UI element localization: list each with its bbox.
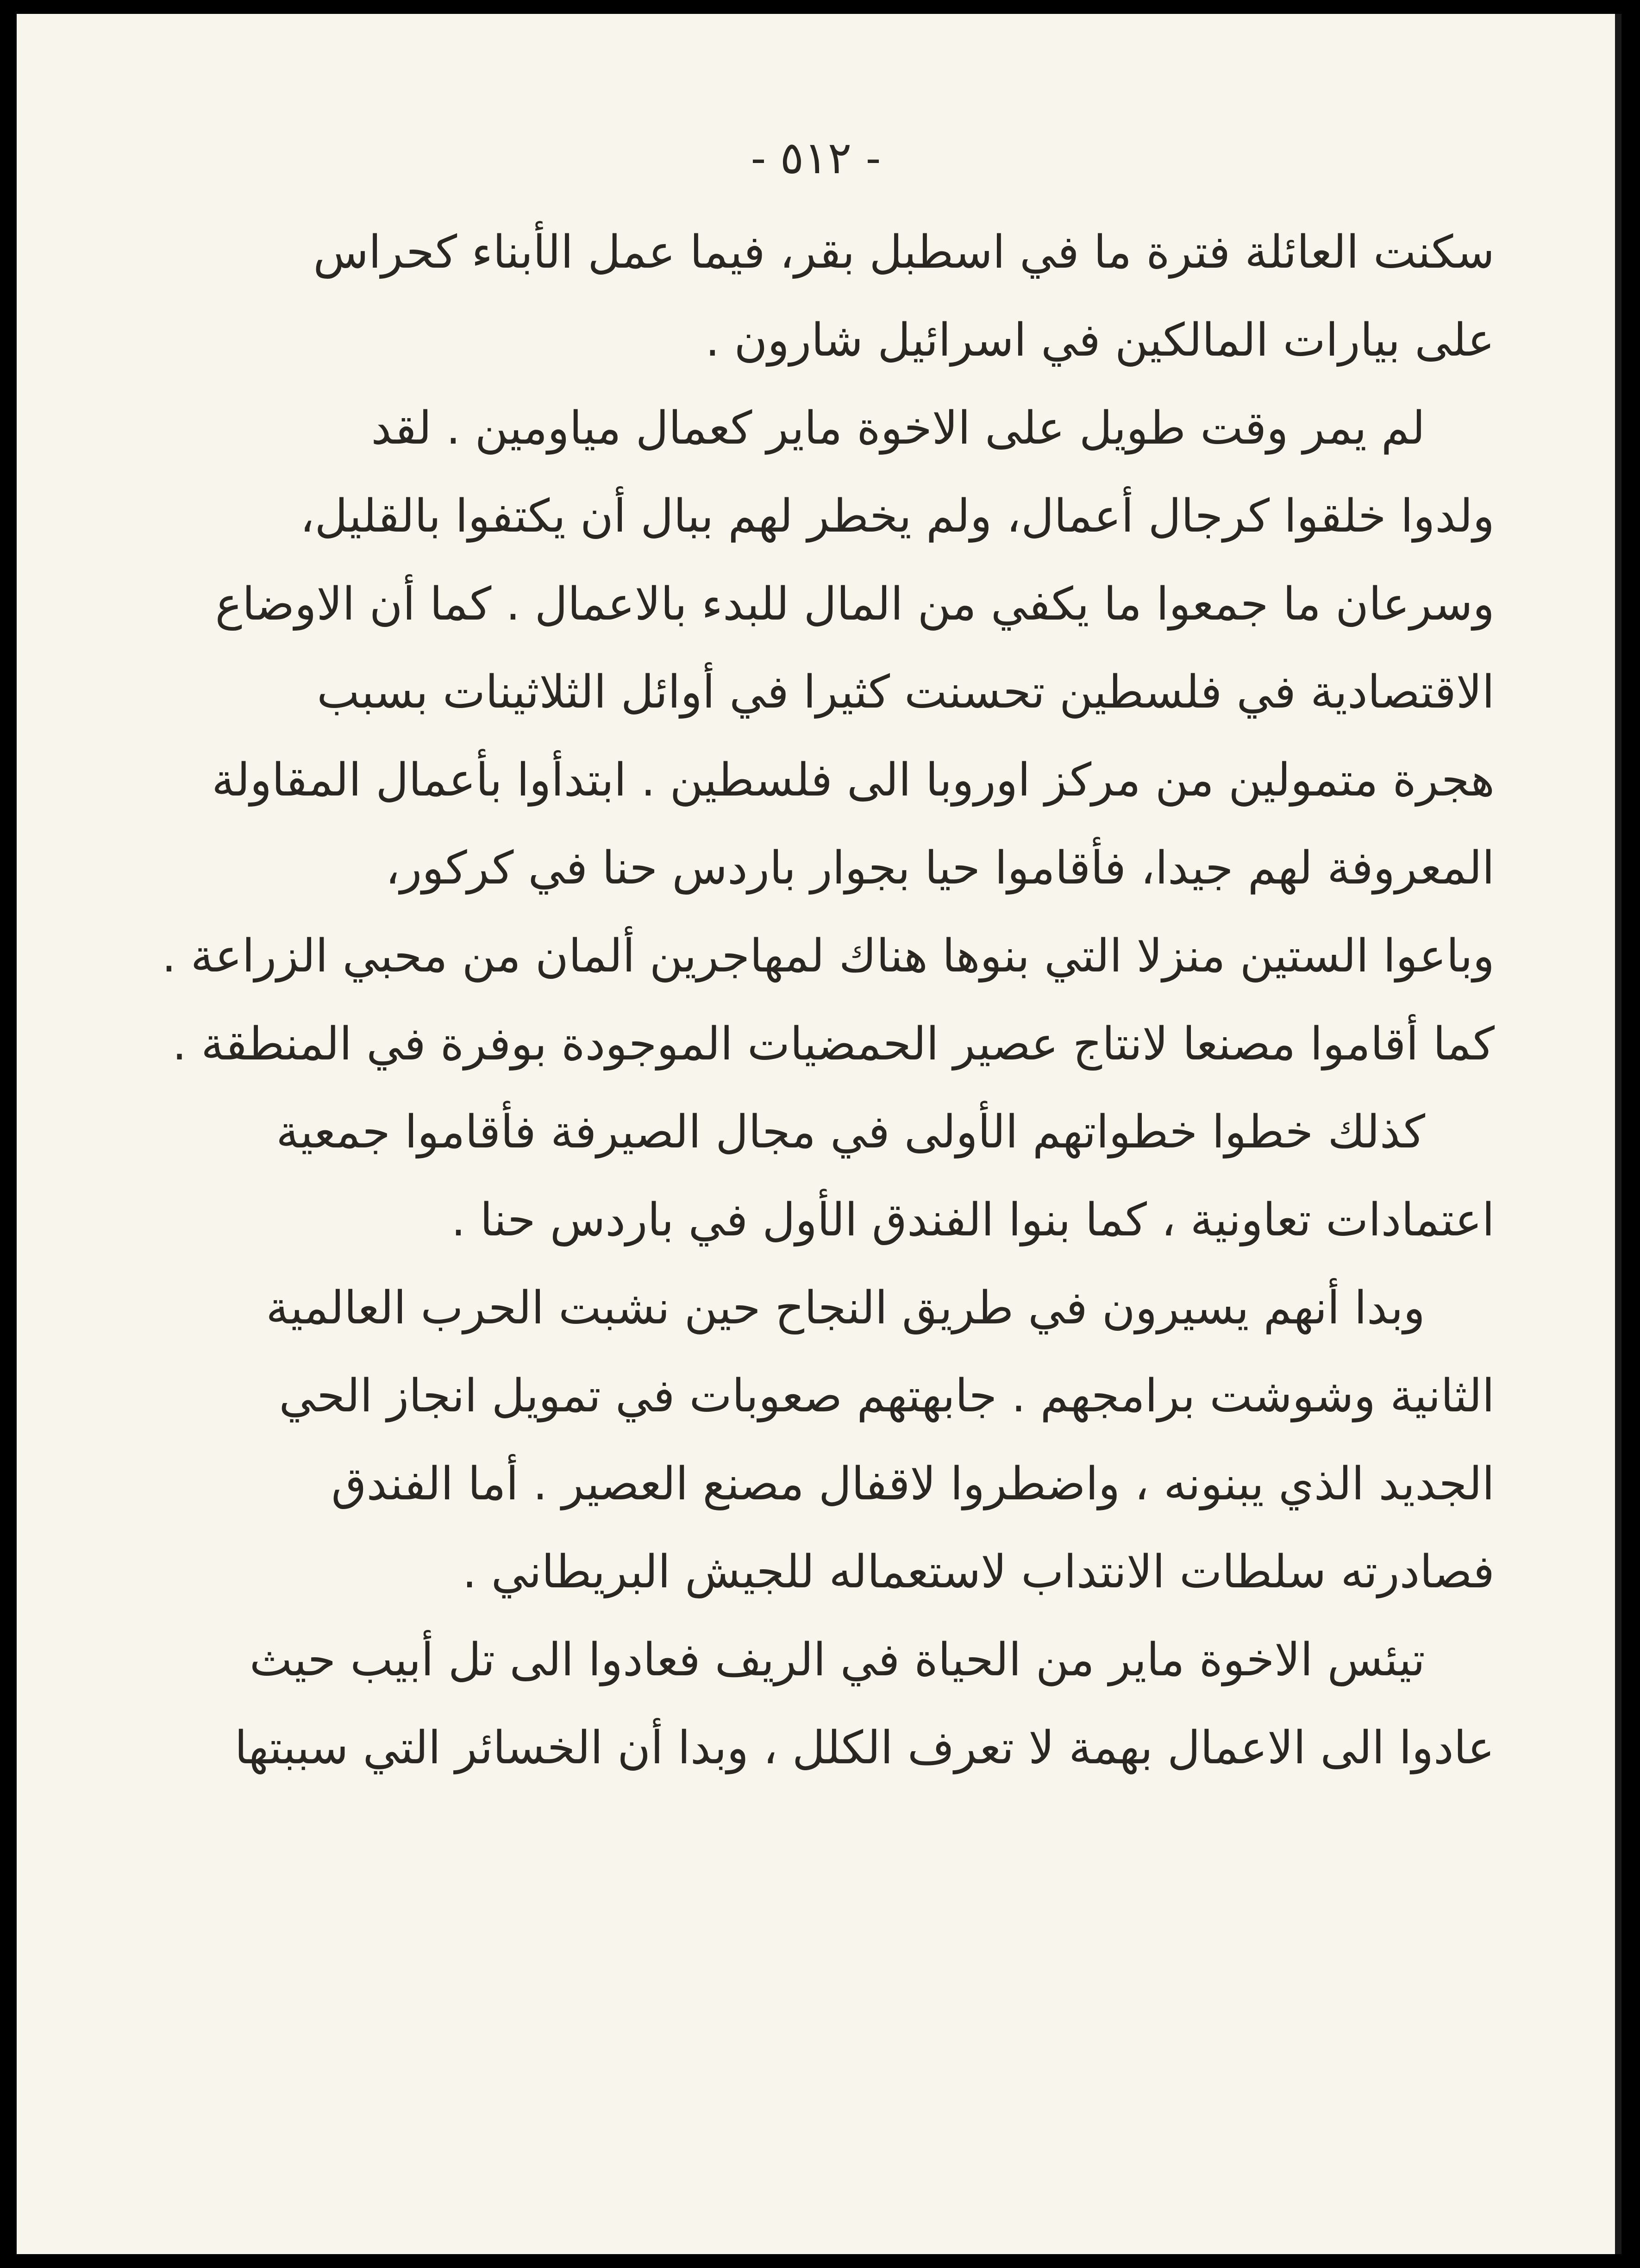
text-line: كما أقاموا مصنعا لانتاج عصير الحمضيات الموجودة بوفرة في المنطقة . [172, 1018, 1495, 1071]
text-line: على بيارات المالكين في اسرائيل شارون . [705, 314, 1495, 367]
text-line: وسرعان ما جمعوا ما يكفي من المال للبدء بالاعمال . كما أن الاوضاع [215, 578, 1495, 631]
text-line: الاقتصادية في فلسطين تحسنت كثيرا في أوائل الثلاثينات بسبب [317, 666, 1495, 719]
text-line: ولدوا خلقوا كرجال أعمال، ولم يخطر لهم ببال أن يكتفوا بالقليل، [300, 490, 1495, 543]
text-line: تيئس الاخوة ماير من الحياة في الريف فعادوا الى تل أبيب حيث [249, 1634, 1425, 1686]
text-line: هجرة متمولين من مركز اوروبا الى فلسطين . ابتدأوا بأعمال المقاولة [212, 754, 1495, 807]
text-line: سكنت العائلة فترة ما في اسطبل بقر، فيما عمل الأبناء كحراس [313, 226, 1495, 279]
handwritten-text-block [132, 208, 1495, 1792]
text-line: الثانية وشوشت برامجهم . جابهتهم صعوبات في تمويل انجاز الحي [279, 1370, 1495, 1422]
text-line: وبدا أنهم يسيرون في طريق النجاح حين نشبت الحرب العالمية [266, 1282, 1425, 1334]
document-page [17, 14, 1621, 2254]
text-line: الجديد الذي يبنونه ، واضطروا لاقفال مصنع العصير . أما الفندق [331, 1458, 1495, 1510]
text-line: وباعوا الستين منزلا التي بنوها هناك لمهاجرين ألمان من محبي الزراعة . [162, 930, 1495, 983]
text-line: لم يمر وقت طويل على الاخوة ماير كعمال مياومين . لقد [371, 402, 1425, 455]
text-line: فصادرته سلطات الانتداب لاستعماله للجيش البريطاني . [462, 1546, 1495, 1598]
text-line: كذلك خطوا خطواتهم الأولى في مجال الصيرفة فأقاموا جمعية [276, 1106, 1425, 1159]
text-line: المعروفة لهم جيدا، فأقاموا حيا بجوار باردس حنا في كركور، [385, 842, 1495, 895]
page-number: - ٥١٢ - [751, 132, 881, 184]
text-line: عادوا الى الاعمال بهمة لا تعرف الكلل ، وبدا أن الخسائر التي سببتها [234, 1722, 1495, 1774]
text-line: اعتمادات تعاونية ، كما بنوا الفندق الأول في باردس حنا . [451, 1194, 1495, 1247]
